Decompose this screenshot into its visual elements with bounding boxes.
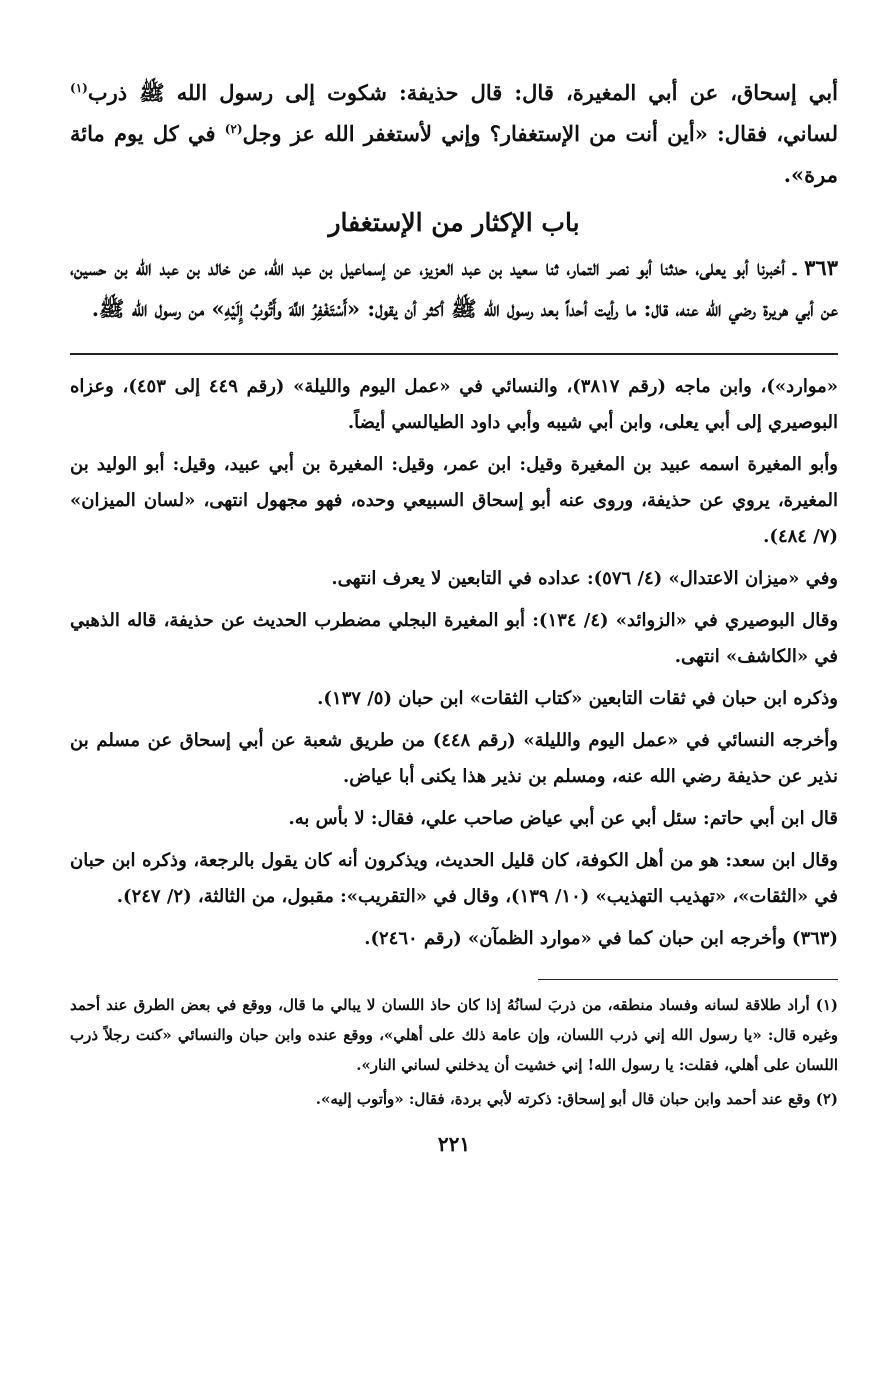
- paragraph-text: أبي إسحاق، عن أبي المغيرة، قال: قال حذيفة: شكوت إلى رسول الله ﷺ ذرب: [87, 80, 838, 105]
- note-paragraph: «موارد»)، وابن ماجه (رقم ٣٨١٧)، والنسائي في «عمل اليوم والليلة» (رقم ٤٤٩ إلى ٤٥٣)، وعزاه البوصيري إلى أبي يعلى، وابن أبي شيبه وأبي داود الطيالسي أيضاً.: [70, 376, 839, 433]
- note-paragraph: وقال البوصيري في «الزوائد» (٤/ ١٣٤): أبو المغيرة البجلي مضطرب الحديث عن حذيفة، قاله الذهبي في «الكاشف» انتهى.: [70, 610, 839, 667]
- note-paragraph: وذكره ابن حبان في ثقات التابعين «كتاب الثقات» ابن حبان (٥/ ١٣٧).: [317, 688, 838, 709]
- book-page: [70, 72, 838, 1156]
- main-text: [70, 72, 838, 329]
- footnote-2: (٢) وقع عند أحمد وابن حبان قال أبو إسحاق: ذكرته لأبي بردة، فقال: «وأتوب إليه».: [315, 1090, 838, 1108]
- note-paragraph: وفي «ميزان الاعتدال» (٤/ ٥٧٦): عداده في التابعين لا يعرف انتهى.: [331, 568, 838, 589]
- commentary-notes: [70, 369, 838, 957]
- hadith-text: أخبرنا أبو يعلى، حدثنا أبو نصر التمار، ثنا سعيد بن عبد العزيز، عن إسماعيل بن عبد الله، عن خالد بن عبد الله بن حسين، عن أبي هريرة رضي الله عنه، قال: ما رأيت أحداً بعد رسول الله ﷺ أكثر أن يقول: «أَسْتَغْفِرُ اللَّهَ وأَتُوبُ إِلَيْهِ» من رسول الله ﷺ.: [70, 255, 838, 321]
- note-paragraph: وقال ابن سعد: هو من أهل الكوفة، كان قليل الحديث، ويذكرون أنه كان يقول بالرجعة، وذكره ابن حبان في «الثقات»، «تهذيب التهذيب» (١٠/ ١٣٩)، وقال في «التقريب»: مقبول، من الثالثة، (٢/ ٢٤٧).: [70, 850, 838, 907]
- footnote-marker-1[interactable]: (١): [70, 81, 88, 95]
- note-paragraph: وأخرجه النسائي في «عمل اليوم والليلة» (رقم ٤٤٨) من طريق شعبة عن أبي إسحاق عن مسلم بن نذير عن حذيفة رضي الله عنه، ومسلم بن نذير هذا يكنى أبا عياض.: [70, 730, 838, 787]
- hadith-number: ٣٦٣ ـ: [793, 255, 838, 280]
- footnote-1: (١) أراد طلاقة لسانه وفساد منطقه، من ذربَ لسانُهُ إذا كان حاذ اللسان لا يبالي ما قال، ووقع في بعض الطرق عند أحمد وغيره قال: «يا رسول الله إني ذرب اللسان، وإن عامة ذلك على أهلي»، ووقع عنده وابن حبان والنسائي «كنت رجلاً ذرب اللسان على أهلي، فقلت: يا رسول الله! إني خشيت أن يدخلني لساني النار».: [70, 996, 838, 1074]
- note-paragraph: (٣٦٣) وأخرجه ابن حبان كما في «موارد الظمآن» (رقم ٢٤٦٠).: [364, 928, 838, 949]
- footnotes: [70, 990, 838, 1114]
- paragraph-text: لساني، فقال: «أين أنت من الإستغفار؟ وإني لأستغفر الله عز وجل: [242, 121, 838, 146]
- footnote-marker-2[interactable]: (٢): [224, 122, 243, 136]
- note-paragraph: قال ابن أبي حاتم: سئل أبي عن أبي عياض صاحب علي، فقال: لا بأس به.: [288, 808, 838, 829]
- note-paragraph: وأبو المغيرة اسمه عبيد بن المغيرة وقيل: ابن عمر، وقيل: المغيرة بن أبي عبيد، وقيل: أبو الوليد بن المغيرة، يروي عن حذيفة، وروى عنه أبو إسحاق السبيعي وحده، فهو مجهول انتهى، «لسان الميزان» (٧/ ٤٨٤).: [70, 454, 838, 547]
- paragraph-text: في كل يوم مائة مرة».: [70, 121, 838, 187]
- hadith-paragraph: [70, 247, 838, 329]
- opening-paragraph: [70, 72, 838, 195]
- footnotes-divider: [538, 979, 838, 980]
- chapter-title: باب الإكثار من الإستغفار: [328, 208, 580, 237]
- notes-divider: [70, 353, 838, 355]
- page-number: ٢٢١: [437, 1132, 471, 1156]
